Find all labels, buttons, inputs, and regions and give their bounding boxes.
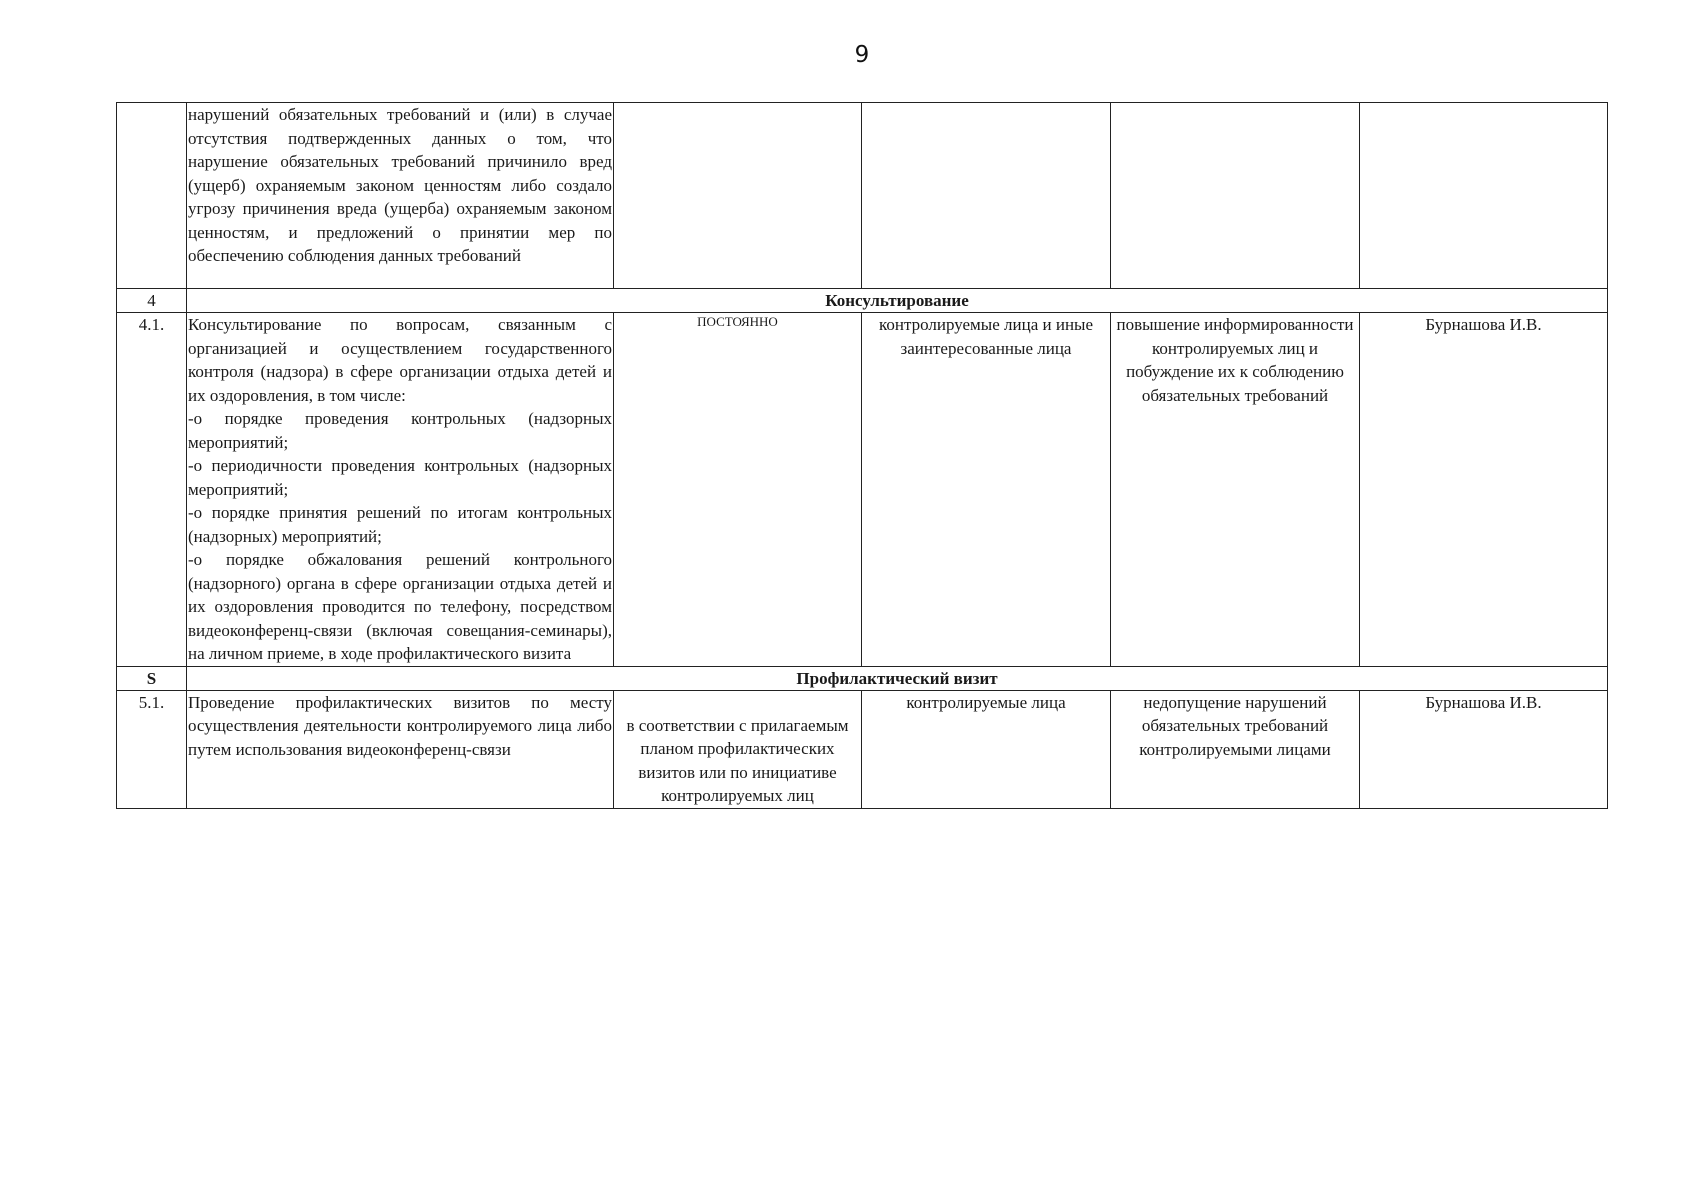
term-cell: в соответствии с прилагаемым планом профилактических визитов или по инициативе контролируемых лиц <box>614 690 862 808</box>
prevention-plan-table <box>116 102 1608 809</box>
description-line: -о порядке проведения контрольных (надзорных мероприятий; <box>188 409 612 452</box>
description-line: -о порядке обжалования решений контрольного (надзорного) органа в сфере организации отдыха детей и их оздоровления проводится по телефону, посредством видеоконференц-связи (включая совещания-семинары), на личном приеме, в ходе профилактического визита <box>188 550 612 663</box>
responsible-cell <box>1360 103 1608 289</box>
term-text: ПОСТОЯННО <box>697 314 778 329</box>
page-number: 9 <box>854 42 870 68</box>
section-number: 4 <box>117 289 187 313</box>
section-number: S <box>117 666 187 690</box>
section-title: Консультирование <box>187 289 1608 313</box>
section-row-consulting <box>117 289 1608 313</box>
term-cell <box>614 103 862 289</box>
measure-description <box>187 313 614 667</box>
table-row-5-1 <box>117 690 1608 808</box>
result-cell: повышение информированности контролируемых лиц и побуждение их к соблюдению обязательных требований <box>1111 313 1360 667</box>
target-cell: контролируемые лица и иные заинтересованные лица <box>862 313 1111 667</box>
responsible-cell: Бурнашова И.В. <box>1360 690 1608 808</box>
measure-description: нарушений обязательных требований и (или) в случае отсутствия подтвержденных данных о том, что нарушение обязательных требований причинило вред (ущерб) охраняемым законом ценностям либо создало угрозу причинения вреда (ущерба) охраняемым законом ценностям, и предложений о принятии мер по обеспечению соблюдения данных требований <box>187 103 614 289</box>
description-line: Консультирование по вопросам, связанным с организацией и осуществлением государственного контроля (надзора) в сфере организации отдыха детей и их оздоровления, в том числе: <box>188 315 612 405</box>
result-cell: недопущение нарушений обязательных требований контролируемыми лицами <box>1111 690 1360 808</box>
row-number-cell <box>117 103 187 289</box>
responsible-cell: Бурнашова И.В. <box>1360 313 1608 667</box>
description-line: -о периодичности проведения контрольных (надзорных мероприятий; <box>188 456 612 499</box>
table-row-continuation <box>117 103 1608 289</box>
description-line: -о порядке принятия решений по итогам контрольных (надзорных) мероприятий; <box>188 503 612 546</box>
result-cell <box>1111 103 1360 289</box>
section-row-preventive-visit <box>117 666 1608 690</box>
row-number-cell: 5.1. <box>117 690 187 808</box>
target-cell: контролируемые лица <box>862 690 1111 808</box>
table-row-4-1 <box>117 313 1608 667</box>
section-title: Профилактический визит <box>187 666 1608 690</box>
measure-description: Проведение профилактических визитов по месту осуществления деятельности контролируемого лица либо путем использования видеоконференц-связи <box>187 690 614 808</box>
target-cell <box>862 103 1111 289</box>
term-cell <box>614 313 862 667</box>
row-number-cell: 4.1. <box>117 313 187 667</box>
